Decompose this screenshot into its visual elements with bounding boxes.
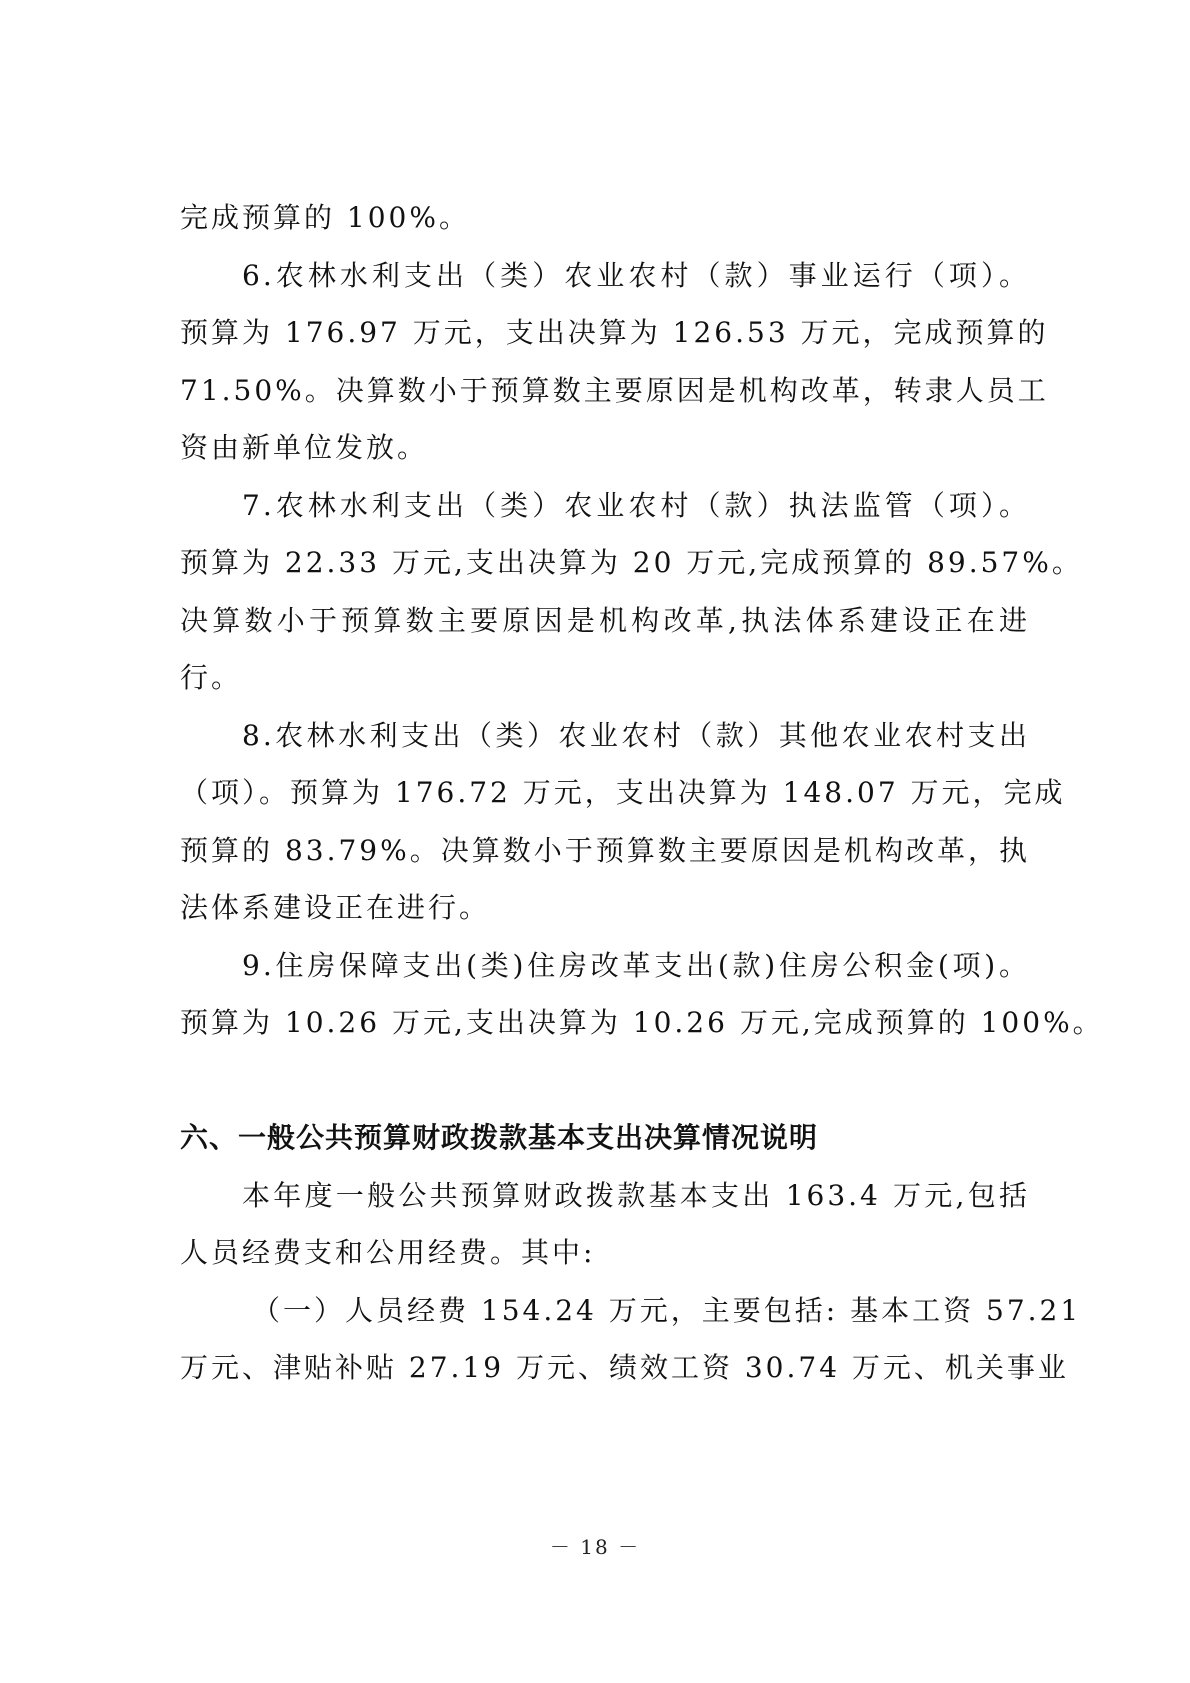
text-line-13: 法体系建设正在进行。 — [180, 891, 491, 924]
text-line-6: 7.农林水利支出（类）农业农村（款）执法监管（项）。 — [242, 489, 1030, 522]
text-line-4: 71.50%。决算数小于预算数主要原因是机构改革，转隶人员工 — [180, 374, 1049, 407]
text-line-7: 预算为 22.33 万元,支出决算为 20 万元,完成预算的 89.57%。 — [180, 546, 1083, 579]
text-line-14: 9.住房保障支出(类)住房改革支出(款)住房公积金(项)。 — [242, 949, 1030, 982]
text-line-8: 决算数小于预算数主要原因是机构改革,执法体系建设正在进 — [180, 604, 1030, 637]
text-line-20: 万元、津贴补贴 27.19 万元、绩效工资 30.74 万元、机关事业 — [180, 1351, 1069, 1384]
text-line-3: 预算为 176.97 万元，支出决算为 126.53 万元，完成预算的 — [180, 316, 1049, 349]
text-line-11: （项）。预算为 176.72 万元，支出决算为 148.07 万元，完成 — [180, 776, 1066, 809]
section-heading: 六、一般公共预算财政拨款基本支出决算情况说明 — [180, 1121, 819, 1154]
text-line-9: 行。 — [180, 661, 243, 694]
text-line-5: 资由新单位发放。 — [180, 431, 429, 464]
text-line-19: （一）人员经费 154.24 万元，主要包括: 基本工资 57.21 — [252, 1294, 1082, 1327]
text-line-1: 完成预算的 100%。 — [180, 201, 470, 234]
text-line-10: 8.农林水利支出（类）农业农村（款）其他农业农村支出 — [242, 719, 1030, 752]
text-line-15: 预算为 10.26 万元,支出决算为 10.26 万元,完成预算的 100%。 — [180, 1006, 1104, 1039]
text-line-2: 6.农林水利支出（类）农业农村（款）事业运行（项）。 — [242, 259, 1030, 292]
text-line-17: 本年度一般公共预算财政拨款基本支出 163.4 万元,包括 — [242, 1179, 1030, 1212]
text-line-18: 人员经费支和公用经费。其中: — [180, 1236, 596, 1269]
page-number: － 18 － — [549, 1535, 641, 1559]
text-line-12: 预算的 83.79%。决算数小于预算数主要原因是机构改革，执 — [180, 834, 1030, 867]
